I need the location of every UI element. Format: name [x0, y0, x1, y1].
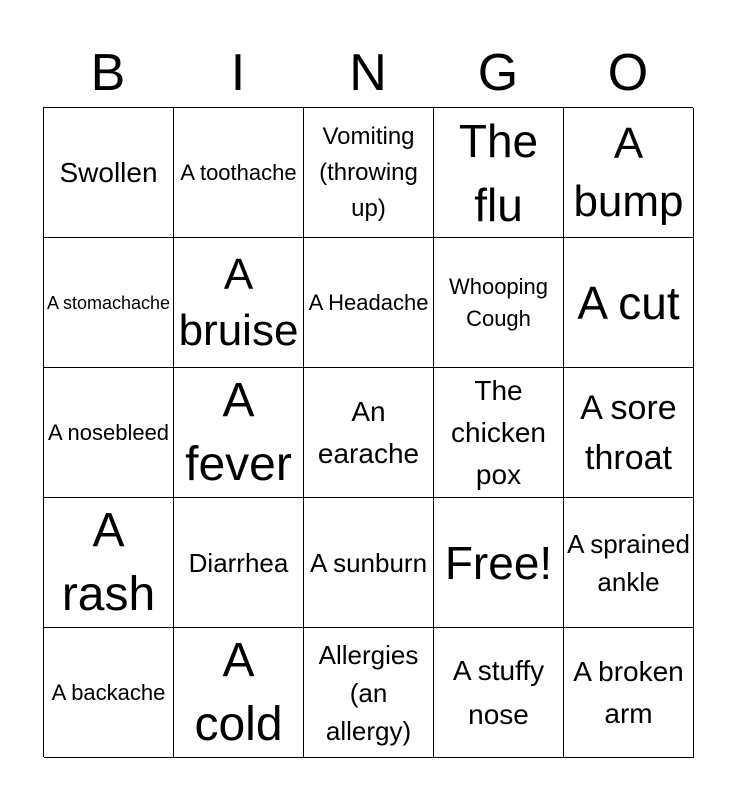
bingo-cell[interactable] [434, 368, 564, 498]
header-letter-o: O [607, 44, 649, 102]
header-letter-g: G [477, 44, 519, 102]
cell-text: The flu [458, 114, 539, 231]
cell-text: A rash [61, 503, 156, 621]
bingo-cell[interactable] [44, 108, 174, 238]
bingo-cell[interactable] [304, 238, 434, 368]
bingo-cell[interactable] [174, 238, 304, 368]
header-letter-b: B [90, 44, 126, 102]
bingo-cell[interactable] [304, 108, 434, 238]
bingo-cell[interactable] [564, 628, 694, 758]
cell-text: A bump [573, 118, 684, 226]
bingo-cell[interactable] [564, 238, 694, 368]
bingo-cell[interactable] [44, 498, 174, 628]
bingo-cell[interactable] [434, 628, 564, 758]
cell-text: An earache [317, 395, 420, 469]
bingo-cell[interactable] [564, 368, 694, 498]
cell-text: A sore throat [580, 388, 677, 477]
bingo-cell[interactable] [174, 368, 304, 498]
cell-text: A backache [51, 679, 166, 705]
bingo-cell[interactable] [174, 108, 304, 238]
cell-text: A cut [577, 276, 680, 329]
bingo-card-grid [43, 107, 693, 757]
bingo-cell[interactable] [174, 628, 304, 758]
cell-text: A cold [194, 633, 283, 751]
bingo-cell[interactable] [304, 368, 434, 498]
cell-text: A fever [185, 373, 292, 491]
cell-text: Vomiting (throwing up) [319, 122, 418, 222]
cell-text: A Headache [308, 289, 429, 315]
bingo-cell[interactable] [304, 628, 434, 758]
bingo-cell[interactable] [44, 368, 174, 498]
cell-text: A sprained ankle [567, 528, 690, 597]
bingo-cell[interactable] [304, 498, 434, 628]
cell-text: A stuffy nose [452, 654, 545, 730]
cell-text: A toothache [180, 159, 297, 185]
cell-text: Free! [444, 536, 553, 589]
cell-text: A bruise [178, 249, 299, 355]
bingo-cell[interactable] [564, 498, 694, 628]
cell-text: Whooping Cough [448, 273, 549, 331]
bingo-cell[interactable] [434, 238, 564, 368]
cell-text: A nosebleed [47, 419, 170, 445]
header-letter-i: I [230, 44, 246, 102]
cell-text: Diarrhea [188, 547, 289, 578]
bingo-cell[interactable] [174, 498, 304, 628]
bingo-cell[interactable] [44, 628, 174, 758]
bingo-cell[interactable] [434, 108, 564, 238]
cell-text: The chicken pox [451, 374, 546, 490]
bingo-header [43, 42, 693, 104]
cell-text: Swollen [59, 156, 158, 188]
cell-text: A stomachache [46, 292, 171, 313]
bingo-cell[interactable] [564, 108, 694, 238]
bingo-cell[interactable] [434, 498, 564, 628]
cell-text: A broken arm [573, 655, 684, 729]
cell-text: Allergies (an allergy) [318, 639, 419, 746]
header-letter-n: N [349, 44, 387, 102]
cell-text: A sunburn [309, 547, 428, 578]
bingo-cell[interactable] [44, 238, 174, 368]
